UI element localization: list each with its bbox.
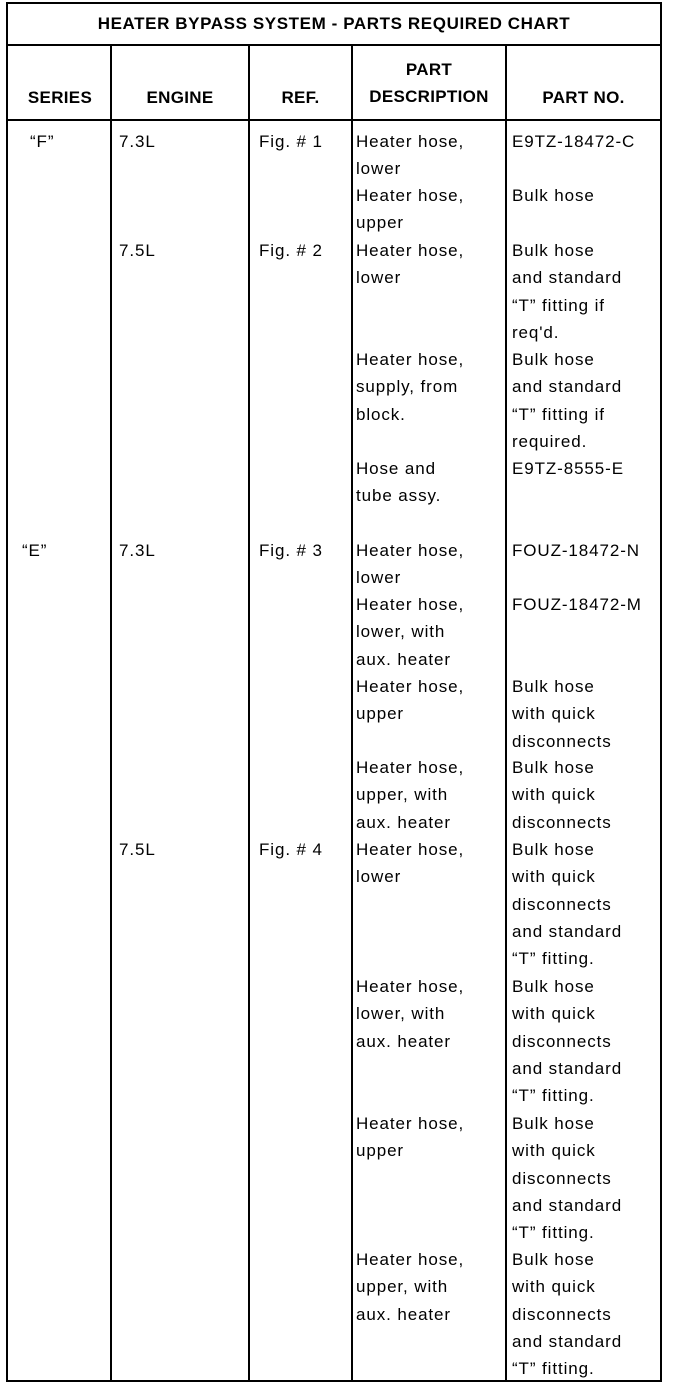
column-divider <box>505 46 507 1380</box>
part-number: Bulk hose with quick disconnects <box>512 758 612 832</box>
parts-chart-table <box>6 2 662 1382</box>
column-divider <box>110 46 112 1380</box>
engine-label: 7.3L <box>119 541 156 560</box>
engine-label: 7.3L <box>119 132 156 151</box>
part-description: Heater hose, lower <box>356 840 465 887</box>
part-number: Bulk hose with quick disconnects and standard “T” fitting. <box>512 1114 623 1243</box>
part-number: Bulk hose and standard “T” fitting if required. <box>512 350 623 451</box>
part-number: FOUZ-18472-M <box>512 595 642 614</box>
engine-label: 7.5L <box>119 241 156 260</box>
part-description: Heater hose, lower <box>356 132 465 179</box>
part-description: Heater hose, lower <box>356 241 465 288</box>
part-description: Heater hose, upper, with aux. heater <box>356 758 465 832</box>
series-label: “E” <box>22 541 48 560</box>
part-description: Heater hose, upper <box>356 186 465 233</box>
part-number: E9TZ-8555-E <box>512 459 624 478</box>
header-part-description: PART DESCRIPTION <box>369 60 489 106</box>
ref-label: Fig. # 4 <box>259 840 323 859</box>
part-number: Bulk hose with quick disconnects and standard “T” fitting. <box>512 1250 623 1379</box>
part-description: Heater hose, upper <box>356 677 465 724</box>
header-divider <box>8 119 660 121</box>
ref-label: Fig. # 3 <box>259 541 323 560</box>
part-description: Heater hose, upper, with aux. heater <box>356 1250 465 1324</box>
part-description: Heater hose, supply, from block. <box>356 350 465 424</box>
part-number: FOUZ-18472-N <box>512 541 640 560</box>
part-number: Bulk hose <box>512 186 595 205</box>
part-number: Bulk hose with quick disconnects and standard “T” fitting. <box>512 840 623 969</box>
ref-label: Fig. # 2 <box>259 241 323 260</box>
part-description: Heater hose, lower <box>356 541 465 588</box>
header-engine: ENGINE <box>146 88 214 107</box>
header-series: SERIES <box>27 88 93 107</box>
part-description: Heater hose, lower, with aux. heater <box>356 977 465 1051</box>
column-divider <box>248 46 250 1380</box>
header-part-no: PART NO. <box>542 88 625 107</box>
part-number: Bulk hose with quick disconnects <box>512 677 612 751</box>
ref-label: Fig. # 1 <box>259 132 323 151</box>
column-divider <box>351 46 353 1380</box>
part-description: Heater hose, lower, with aux. heater <box>356 595 465 669</box>
header-ref: REF. <box>281 88 320 107</box>
part-number: Bulk hose and standard “T” fitting if req'd. <box>512 241 623 342</box>
engine-label: 7.5L <box>119 840 156 859</box>
part-description: Hose and tube assy. <box>356 459 442 506</box>
series-label: “F” <box>30 132 55 151</box>
chart-title: HEATER BYPASS SYSTEM - PARTS REQUIRED CHART <box>8 4 660 46</box>
part-number: Bulk hose with quick disconnects and standard “T” fitting. <box>512 977 623 1106</box>
part-description: Heater hose, upper <box>356 1114 465 1161</box>
part-number: E9TZ-18472-C <box>512 132 636 151</box>
